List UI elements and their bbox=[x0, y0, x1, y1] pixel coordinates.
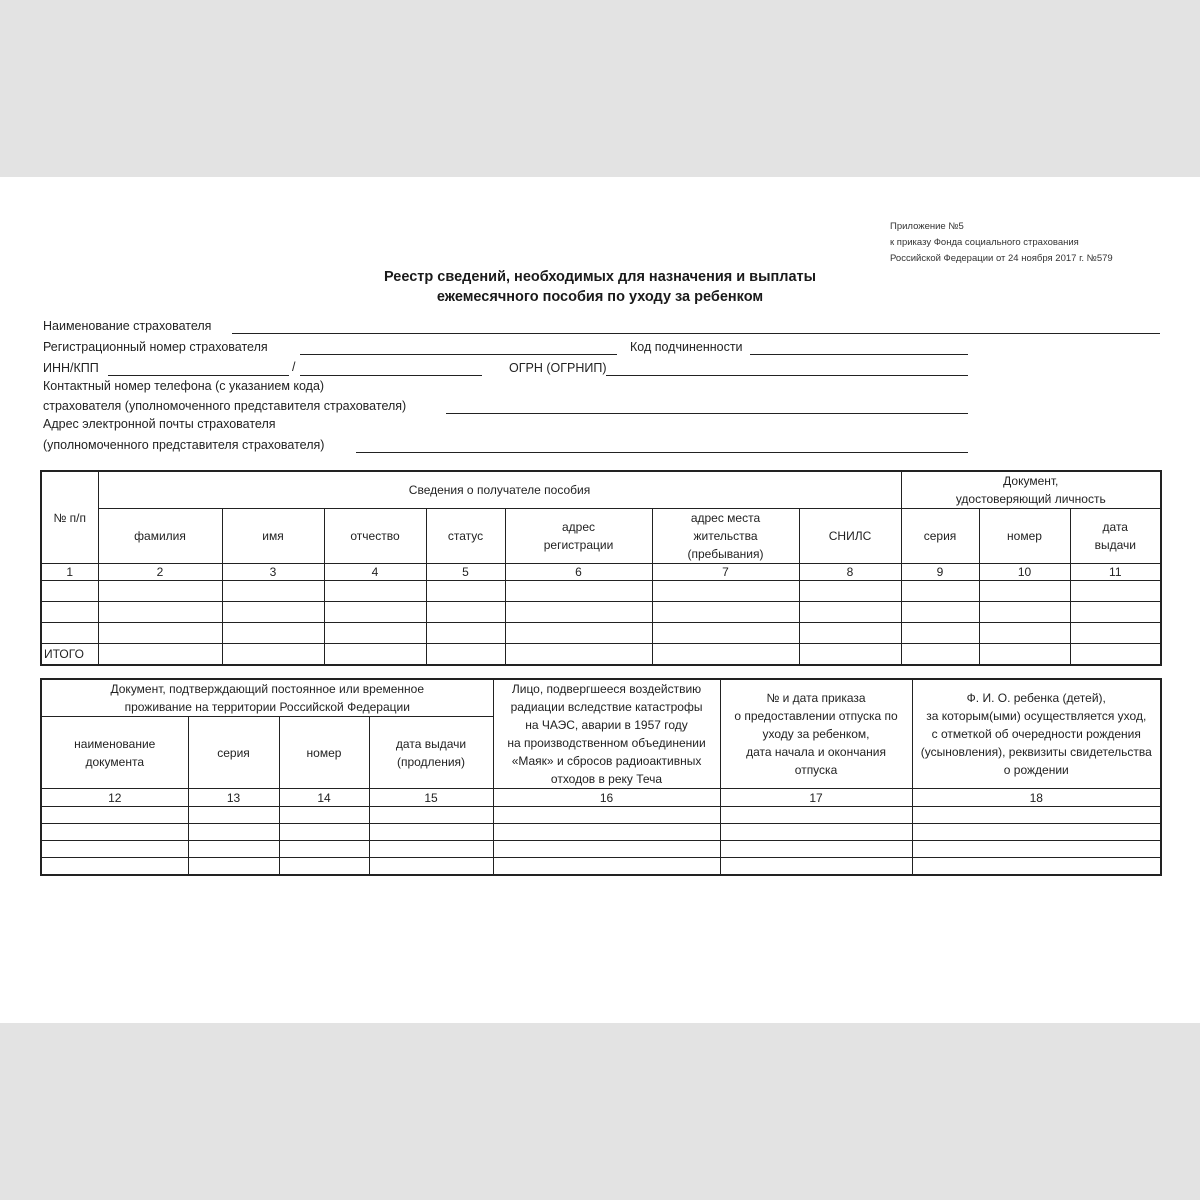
radiation-header: Лицо, подвергшееся воздействию радиации вследствие катастрофы на ЧАЭС, аварии в 1957 году на производственном объединении «Маяк» и сбросов радиоактивных отходов в реку Теча bbox=[493, 679, 720, 789]
kpp-field[interactable] bbox=[300, 375, 482, 376]
column-number: 11 bbox=[1070, 564, 1161, 581]
total-row[interactable] bbox=[41, 644, 1161, 665]
phone-label-line2: страхователя (уполномоченного представителя страхователя) bbox=[43, 399, 407, 413]
column-number: 8 bbox=[799, 564, 901, 581]
recipient-table bbox=[40, 470, 1162, 666]
reg-address-header: адрес регистрации bbox=[505, 509, 652, 564]
table-row[interactable] bbox=[41, 824, 1161, 841]
table-row[interactable] bbox=[41, 858, 1161, 875]
document-sheet bbox=[0, 177, 1200, 1023]
column-number: 5 bbox=[426, 564, 505, 581]
inn-field[interactable] bbox=[108, 375, 289, 376]
appendix-note bbox=[890, 219, 1113, 267]
child-info-header: Ф. И. О. ребенка (детей), за которым(ыми) осуществляется уход, с отметкой об очередности рождения (усыновления), реквизиты свидетельства о рождении bbox=[912, 679, 1161, 789]
column-number: 4 bbox=[324, 564, 426, 581]
ogrn-field[interactable] bbox=[606, 375, 968, 376]
inn-kpp-label: ИНН/КПП bbox=[43, 361, 99, 375]
document-title bbox=[250, 267, 950, 307]
reg-number-label: Регистрационный номер страхователя bbox=[43, 340, 268, 354]
table-row[interactable] bbox=[41, 841, 1161, 858]
number-header: номер bbox=[279, 717, 369, 789]
column-number: 9 bbox=[901, 564, 979, 581]
title-line: Реестр сведений, необходимых для назначения и выплаты bbox=[384, 269, 816, 285]
email-field[interactable] bbox=[356, 452, 968, 453]
issue-date-header: дата выдачи bbox=[1070, 509, 1161, 564]
column-number: 2 bbox=[98, 564, 222, 581]
residence-doc-group-header: Документ, подтверждающий постоянное или временное проживание на территории Российской Федерации bbox=[41, 679, 493, 717]
column-number: 12 bbox=[41, 789, 188, 807]
column-number: 16 bbox=[493, 789, 720, 807]
issue-date-header: дата выдачи (продления) bbox=[369, 717, 493, 789]
appendix-line: Приложение №5 bbox=[890, 221, 964, 232]
column-number: 7 bbox=[652, 564, 799, 581]
series-header: серия bbox=[901, 509, 979, 564]
status-header: статус bbox=[426, 509, 505, 564]
table-row[interactable] bbox=[41, 581, 1161, 602]
table-row[interactable] bbox=[41, 602, 1161, 623]
insurer-name-label: Наименование страхователя bbox=[43, 319, 212, 333]
snils-header: СНИЛС bbox=[799, 509, 901, 564]
subordination-code-label: Код подчиненности bbox=[630, 340, 743, 354]
appendix-line: к приказу Фонда социального страхования bbox=[890, 237, 1079, 248]
number-header: номер bbox=[979, 509, 1070, 564]
column-number: 1 bbox=[41, 564, 98, 581]
column-number: 6 bbox=[505, 564, 652, 581]
title-line: ежемесячного пособия по уходу за ребенком bbox=[436, 289, 764, 305]
column-number: 18 bbox=[912, 789, 1161, 807]
doc-name-header: наименование документа bbox=[41, 717, 188, 789]
residence-header: адрес места жительства (пребывания) bbox=[652, 509, 799, 564]
recipient-group-header: Сведения о получателе пособия bbox=[98, 471, 901, 509]
phone-label-line1: Контактный номер телефона (с указанием кода) bbox=[43, 379, 325, 393]
col-no-header: № п/п bbox=[41, 471, 98, 564]
surname-header: фамилия bbox=[98, 509, 222, 564]
column-number: 10 bbox=[979, 564, 1070, 581]
column-number: 17 bbox=[720, 789, 912, 807]
leave-order-header: № и дата приказа о предоставлении отпуска по уходу за ребенком, дата начала и окончания отпуска bbox=[720, 679, 912, 789]
phone-field[interactable] bbox=[446, 413, 968, 414]
appendix-line: Российской Федерации от 24 ноября 2017 г. №579 bbox=[890, 253, 1113, 264]
name-header: имя bbox=[222, 509, 324, 564]
total-label: ИТОГО bbox=[41, 644, 98, 665]
column-number: 14 bbox=[279, 789, 369, 807]
id-doc-group-header: Документ, удостоверяющий личность bbox=[901, 471, 1161, 509]
reg-number-field[interactable] bbox=[300, 354, 617, 355]
column-number: 13 bbox=[188, 789, 279, 807]
patronymic-header: отчество bbox=[324, 509, 426, 564]
table-row[interactable] bbox=[41, 623, 1161, 644]
email-label-line1: Адрес электронной почты страхователя bbox=[43, 417, 276, 431]
email-label-line2: (уполномоченного представителя страхователя) bbox=[43, 438, 325, 452]
table-row[interactable] bbox=[41, 807, 1161, 824]
ogrn-label: ОГРН (ОГРНИП) bbox=[509, 361, 607, 375]
subordination-code-field[interactable] bbox=[750, 354, 968, 355]
column-number: 15 bbox=[369, 789, 493, 807]
insurer-name-field[interactable] bbox=[232, 333, 1160, 334]
residence-table bbox=[40, 678, 1162, 876]
inn-kpp-separator: / bbox=[292, 360, 296, 374]
column-number: 3 bbox=[222, 564, 324, 581]
series-header: серия bbox=[188, 717, 279, 789]
